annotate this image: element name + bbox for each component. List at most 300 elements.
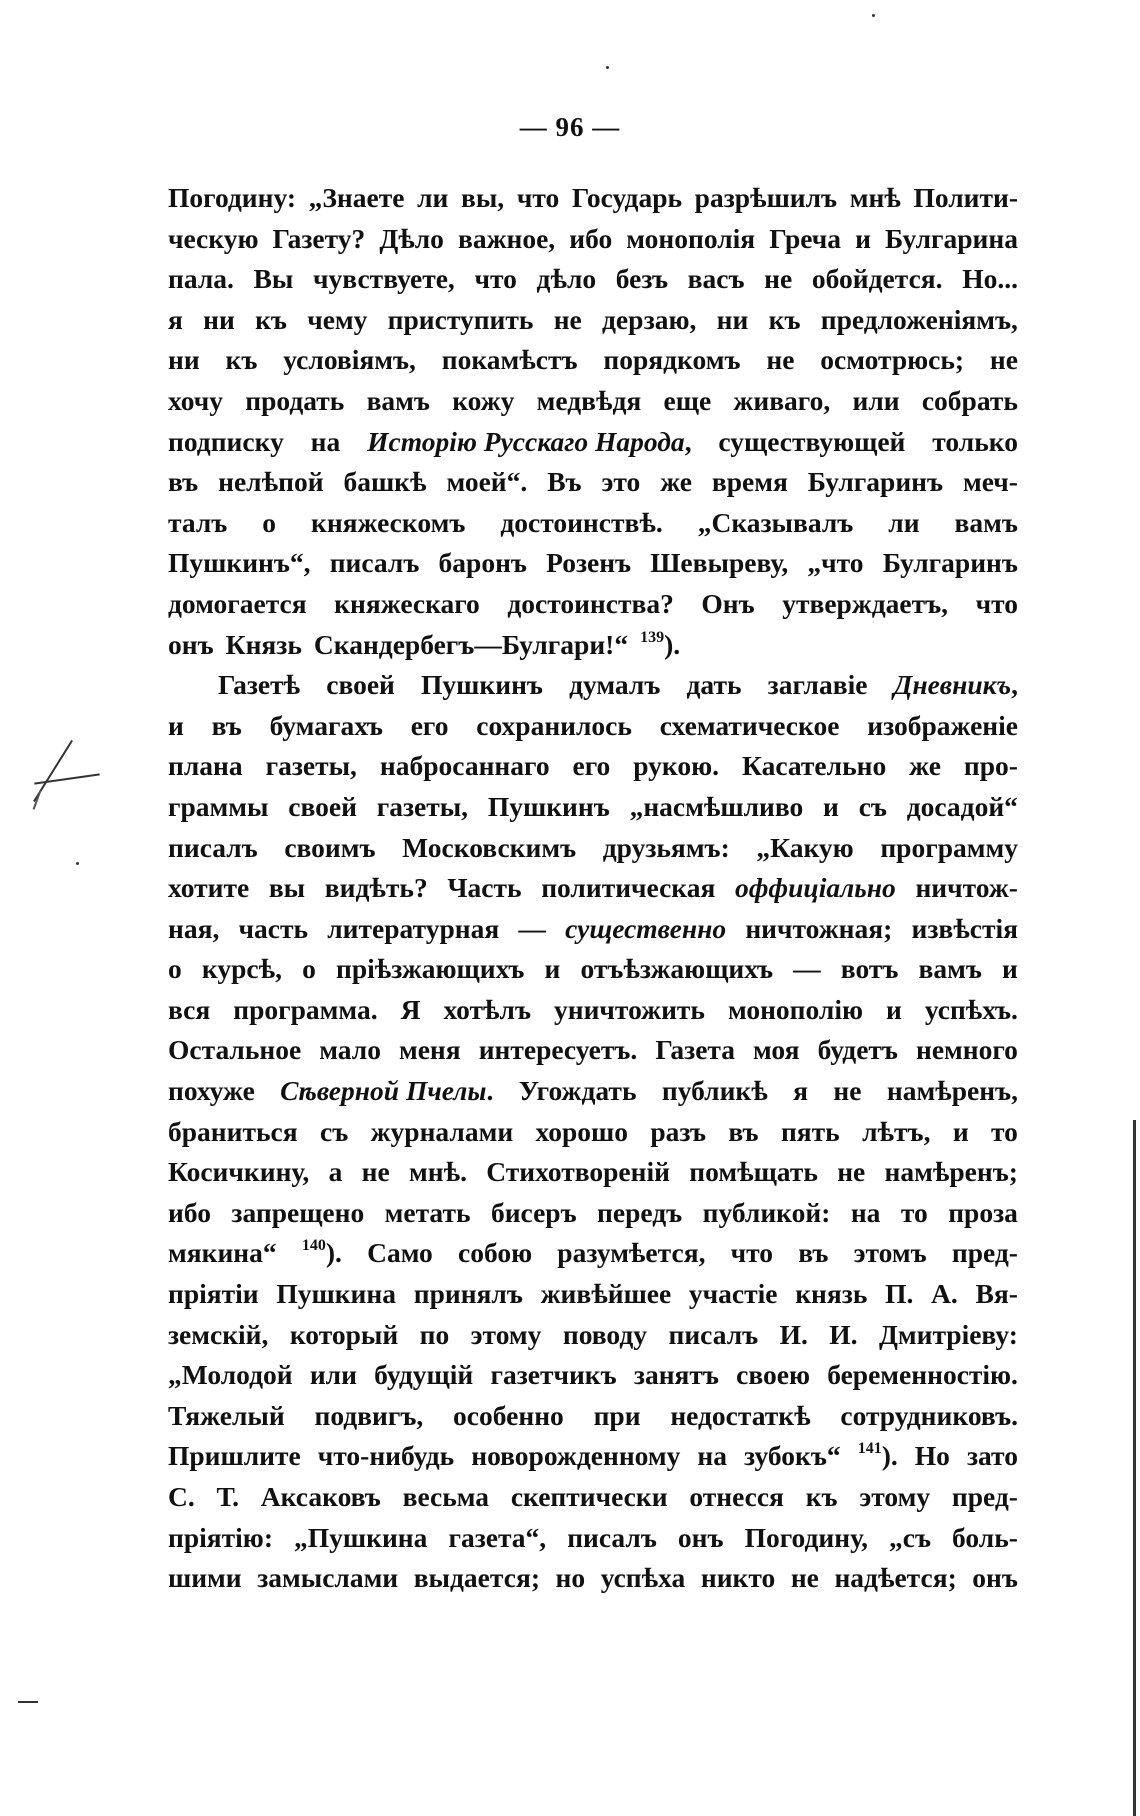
word: Онъ bbox=[701, 587, 755, 619]
word: друзьямъ: bbox=[602, 831, 730, 863]
word: запрещено bbox=[231, 1196, 365, 1228]
word: Погодину, bbox=[744, 1521, 868, 1553]
word: разъ bbox=[650, 1115, 707, 1147]
word: Но bbox=[914, 1440, 950, 1472]
word: никто bbox=[700, 1562, 776, 1594]
word: князь bbox=[795, 1278, 868, 1310]
text-line bbox=[168, 1477, 1018, 1518]
word: мякина“ bbox=[168, 1237, 277, 1269]
word: Стихотвореній bbox=[486, 1156, 670, 1188]
word: Остальное bbox=[168, 1034, 302, 1066]
word: „насмѣшливо bbox=[629, 790, 804, 822]
word: боль- bbox=[952, 1521, 1018, 1553]
word: же bbox=[660, 466, 692, 498]
word: Пушкинъ bbox=[421, 669, 543, 701]
word: сохранилось bbox=[476, 709, 632, 741]
word: собою bbox=[458, 1237, 533, 1269]
body-text bbox=[168, 178, 1018, 1599]
word: Греча bbox=[769, 222, 842, 254]
word: ибо bbox=[569, 222, 613, 254]
word: Дневникъ, bbox=[893, 669, 1018, 701]
word: къ bbox=[768, 303, 801, 335]
word: не bbox=[361, 1156, 390, 1188]
word: метать bbox=[384, 1196, 471, 1228]
word: интересуетъ. bbox=[478, 1034, 638, 1066]
word: васъ bbox=[687, 263, 745, 295]
word: утверждаетъ, bbox=[782, 587, 949, 619]
text-line bbox=[168, 503, 1018, 544]
word: Само bbox=[367, 1237, 433, 1269]
word: передъ bbox=[597, 1196, 683, 1228]
word: недостаткѣ bbox=[670, 1399, 811, 1431]
word: Исторію Русскаго Народа, bbox=[367, 425, 692, 457]
word: княжескаго bbox=[334, 587, 480, 619]
word: земскій, bbox=[168, 1318, 269, 1350]
word: чему bbox=[307, 303, 368, 335]
word: подписку bbox=[168, 425, 284, 457]
word: не bbox=[790, 1562, 819, 1594]
word: Пушкинъ bbox=[487, 790, 610, 822]
word: особенно bbox=[453, 1399, 564, 1431]
word: на bbox=[697, 1440, 728, 1472]
word: писалъ bbox=[168, 831, 258, 863]
word: „Молодой bbox=[168, 1359, 293, 1391]
word: Газету? bbox=[272, 222, 366, 254]
word: пріѣзжающихъ bbox=[336, 953, 525, 985]
text-line bbox=[168, 1396, 1018, 1437]
word: газетчикъ bbox=[490, 1359, 617, 1391]
word: Сѣверной Пчелы. bbox=[280, 1075, 494, 1107]
word: не bbox=[833, 1075, 862, 1107]
word: еще bbox=[663, 384, 712, 416]
word: къ bbox=[805, 1481, 838, 1512]
word: ческую bbox=[168, 222, 259, 254]
word: рукою. bbox=[633, 750, 720, 782]
word: П. bbox=[885, 1278, 914, 1310]
word: Вя- bbox=[975, 1278, 1018, 1310]
word: Дмитріеву: bbox=[878, 1318, 1018, 1350]
text-line bbox=[168, 1071, 1018, 1112]
word: пять bbox=[780, 1115, 840, 1147]
word: надѣется; bbox=[834, 1562, 957, 1594]
word: вамъ bbox=[366, 384, 430, 416]
word: беременностію. bbox=[827, 1359, 1018, 1391]
text-line bbox=[168, 543, 1018, 584]
text-line bbox=[168, 1233, 1018, 1274]
word: Погодину: bbox=[168, 182, 297, 213]
word: публикѣ bbox=[661, 1075, 768, 1107]
word: и bbox=[544, 953, 561, 985]
word: дать bbox=[686, 669, 742, 701]
word: мнѣ bbox=[849, 182, 901, 213]
word: въ bbox=[728, 1115, 759, 1147]
word: браниться bbox=[168, 1115, 298, 1147]
word: же bbox=[909, 750, 941, 782]
word: Вы bbox=[253, 263, 294, 295]
word: и bbox=[168, 709, 184, 741]
scan-page-edge bbox=[1133, 1120, 1136, 1816]
word: „съ bbox=[889, 1521, 931, 1553]
word: кожу bbox=[452, 384, 515, 416]
word: живаго, bbox=[733, 384, 831, 416]
word: предложеніямъ, bbox=[820, 303, 1018, 335]
word: время bbox=[711, 466, 788, 498]
word: вамъ bbox=[954, 506, 1018, 538]
scan-speck bbox=[76, 862, 79, 865]
word: Но... bbox=[962, 263, 1018, 295]
word: при bbox=[593, 1399, 641, 1431]
word: Газета bbox=[655, 1034, 736, 1066]
word: и bbox=[1002, 953, 1018, 985]
word: Я bbox=[400, 993, 421, 1025]
word: замыслами bbox=[257, 1562, 399, 1594]
word: зато bbox=[966, 1440, 1018, 1472]
word: схематическое bbox=[659, 709, 840, 741]
word: писалъ bbox=[329, 547, 420, 579]
word: извѣстія bbox=[911, 912, 1018, 944]
word: успѣха bbox=[600, 1562, 686, 1594]
word: живѣйшее bbox=[540, 1278, 672, 1310]
word: граммы bbox=[168, 790, 269, 822]
word: часть bbox=[238, 912, 309, 944]
word: скептически bbox=[510, 1481, 668, 1512]
text-line bbox=[168, 1112, 1018, 1153]
text-line bbox=[168, 1274, 1018, 1315]
word: подвигъ, bbox=[314, 1399, 424, 1431]
word: вся bbox=[168, 993, 211, 1025]
word: вы, bbox=[460, 182, 505, 213]
word: этому bbox=[470, 1318, 542, 1350]
word: и bbox=[952, 1115, 969, 1147]
word: политическая bbox=[541, 872, 716, 904]
word: вы bbox=[268, 872, 306, 904]
word: талъ bbox=[168, 506, 228, 538]
word: ная, bbox=[168, 912, 220, 944]
text-line bbox=[168, 178, 1018, 219]
word: достоинствѣ. bbox=[500, 506, 663, 538]
word: меч- bbox=[962, 466, 1018, 498]
word: въ bbox=[798, 1237, 829, 1269]
word: Касательно bbox=[742, 750, 887, 782]
word: Булгаринъ bbox=[807, 466, 944, 498]
text-line bbox=[168, 868, 1018, 909]
word: княжескомъ bbox=[310, 506, 466, 538]
word: съ bbox=[858, 790, 887, 822]
word: и bbox=[823, 790, 839, 822]
word: достоинства? bbox=[507, 587, 674, 619]
word: хочу bbox=[168, 384, 223, 416]
word: отъѣзжающихъ bbox=[580, 953, 773, 985]
word: изображеніе bbox=[867, 709, 1018, 741]
word: отнесся bbox=[689, 1481, 784, 1512]
word: весьма bbox=[402, 1481, 490, 1512]
word: который bbox=[289, 1318, 399, 1350]
word: Дѣло bbox=[379, 222, 444, 254]
word: ничтож- bbox=[915, 872, 1018, 904]
word: о bbox=[262, 506, 277, 538]
word: лѣтъ, bbox=[862, 1115, 931, 1147]
text-line bbox=[168, 949, 1018, 990]
word: и bbox=[855, 222, 871, 254]
word: Князь bbox=[225, 628, 302, 660]
word: набросаннаго bbox=[379, 750, 550, 782]
word: писалъ bbox=[668, 1318, 759, 1350]
word: въ bbox=[211, 709, 242, 741]
word: продать bbox=[245, 384, 345, 416]
text-line bbox=[168, 706, 1018, 747]
word: „Знаете bbox=[308, 182, 405, 213]
word: плана bbox=[168, 750, 243, 782]
word: оффиціально bbox=[735, 872, 896, 904]
word: Газетѣ bbox=[218, 669, 301, 701]
word: Скандербегъ—Булгари!“ bbox=[313, 628, 629, 660]
word: выдается; bbox=[413, 1562, 540, 1594]
text-line bbox=[168, 422, 1018, 463]
word: Пушкина bbox=[276, 1278, 397, 1310]
word: онъ bbox=[677, 1521, 724, 1553]
word: его bbox=[410, 709, 449, 741]
word: Шевыреву, bbox=[650, 547, 789, 579]
word: я bbox=[168, 303, 183, 335]
word: пала. bbox=[168, 263, 234, 295]
word: его bbox=[572, 750, 611, 782]
word: — bbox=[793, 953, 821, 985]
text-line bbox=[168, 1558, 1018, 1599]
word: занятъ bbox=[633, 1359, 719, 1391]
word: своей bbox=[326, 669, 395, 701]
word: намѣренъ, bbox=[886, 1075, 1018, 1107]
word: хотѣлъ bbox=[443, 993, 531, 1025]
word: домогается bbox=[168, 587, 307, 619]
word: ни bbox=[168, 344, 200, 376]
word: участіе bbox=[688, 1278, 778, 1310]
word: своей bbox=[288, 790, 357, 822]
word: $^{140}$). bbox=[301, 1237, 342, 1269]
word: похуже bbox=[168, 1075, 255, 1107]
word: но bbox=[555, 1562, 586, 1594]
word: меня bbox=[398, 1034, 461, 1066]
word: это bbox=[601, 466, 641, 498]
word: не bbox=[837, 1156, 866, 1188]
word: „что bbox=[807, 547, 864, 579]
word: разрѣшилъ bbox=[694, 182, 838, 213]
word: Тяжелый bbox=[168, 1399, 285, 1431]
word: приступить bbox=[387, 303, 534, 335]
word: „Какую bbox=[756, 831, 854, 863]
word: Розенъ bbox=[546, 547, 632, 579]
word: существенно bbox=[565, 912, 727, 944]
word: Государь bbox=[571, 182, 683, 213]
word: газета“, bbox=[448, 1521, 547, 1553]
word: то bbox=[900, 1196, 928, 1228]
word: программа. bbox=[233, 993, 378, 1025]
word: разумѣется, bbox=[557, 1237, 706, 1269]
text-line bbox=[168, 990, 1018, 1031]
word: о bbox=[168, 953, 182, 985]
word: Угождать bbox=[518, 1075, 637, 1107]
word: нелѣпой bbox=[218, 466, 324, 498]
word: не bbox=[989, 344, 1018, 376]
text-line bbox=[168, 625, 1018, 666]
word: хотите bbox=[168, 872, 250, 904]
word: по bbox=[419, 1318, 450, 1350]
word: порядкомъ bbox=[603, 344, 741, 376]
word: зубокъ“ bbox=[744, 1440, 841, 1472]
word: газеты, bbox=[376, 790, 469, 822]
word: что bbox=[516, 182, 560, 213]
page-number: — 96 — bbox=[519, 112, 621, 142]
text-line bbox=[168, 1518, 1018, 1559]
scan-speck bbox=[872, 14, 875, 17]
word: то bbox=[991, 1115, 1018, 1147]
word: своею bbox=[736, 1359, 811, 1391]
word: дерзаю, bbox=[601, 303, 697, 335]
word: въ bbox=[168, 466, 199, 498]
word: существующей bbox=[718, 425, 906, 457]
word: медвѣдя bbox=[536, 384, 642, 416]
word: Косичкину, bbox=[168, 1156, 310, 1188]
word: не bbox=[553, 303, 582, 335]
word: пріятію: bbox=[168, 1521, 273, 1553]
text-line bbox=[168, 381, 1018, 422]
text-line bbox=[168, 462, 1018, 503]
text-line bbox=[168, 259, 1018, 300]
word: газеты, bbox=[265, 750, 357, 782]
word: монополію bbox=[727, 993, 863, 1025]
word: И. bbox=[829, 1318, 858, 1350]
word: моя bbox=[753, 1034, 800, 1066]
word: я bbox=[793, 1075, 809, 1107]
margin-dash-mark bbox=[18, 1701, 38, 1703]
text-line bbox=[168, 300, 1018, 341]
word: собрать bbox=[921, 384, 1018, 416]
word: о bbox=[302, 953, 316, 985]
word: пріятіи bbox=[168, 1278, 259, 1310]
word: или bbox=[309, 1359, 357, 1391]
word: „Сказывалъ bbox=[697, 506, 854, 538]
word: И. bbox=[779, 1318, 808, 1350]
word: онъ bbox=[168, 628, 214, 660]
word: осмотрюсь; bbox=[820, 344, 965, 376]
word: этомъ bbox=[853, 1237, 927, 1269]
text-line bbox=[168, 584, 1018, 625]
word: пред- bbox=[951, 1237, 1018, 1269]
word: — bbox=[518, 912, 546, 944]
text-line bbox=[168, 1030, 1018, 1071]
text-line bbox=[168, 665, 1018, 706]
word: безъ bbox=[615, 263, 668, 295]
word: вамъ bbox=[918, 953, 982, 985]
text-line bbox=[168, 340, 1018, 381]
word: шими bbox=[168, 1562, 242, 1594]
word: сотрудниковъ. bbox=[840, 1399, 1018, 1431]
word: съ bbox=[319, 1115, 349, 1147]
word: чувствуете, bbox=[313, 263, 455, 295]
word: программу bbox=[880, 831, 1018, 863]
word: ни bbox=[716, 303, 749, 335]
text-line bbox=[168, 1193, 1018, 1234]
word: онъ bbox=[972, 1562, 1018, 1594]
text-line bbox=[168, 787, 1018, 828]
word: дѣло bbox=[536, 263, 597, 295]
text-line bbox=[168, 828, 1018, 869]
word: этому bbox=[859, 1481, 931, 1512]
word: а bbox=[328, 1156, 343, 1188]
word: Булгаринъ bbox=[882, 547, 1018, 579]
text-line bbox=[168, 746, 1018, 787]
text-line bbox=[168, 1436, 1018, 1477]
word: что bbox=[730, 1237, 774, 1269]
text-line bbox=[168, 1152, 1018, 1193]
word: или bbox=[852, 384, 900, 416]
word: курсѣ, bbox=[201, 953, 282, 985]
word: своимъ bbox=[284, 831, 376, 863]
word: помѣщать bbox=[689, 1156, 818, 1188]
text-line bbox=[168, 909, 1018, 950]
word: что-нибудь bbox=[317, 1440, 455, 1472]
word: Полити- bbox=[913, 182, 1018, 213]
word: принялъ bbox=[413, 1278, 523, 1310]
word: Булгарина bbox=[885, 222, 1018, 254]
word: журналами bbox=[370, 1115, 514, 1147]
word: ни bbox=[203, 303, 235, 335]
word: $^{141}$). bbox=[857, 1440, 898, 1472]
word: на bbox=[310, 425, 341, 457]
word: С. bbox=[168, 1481, 195, 1512]
word: заглавіе bbox=[767, 669, 868, 701]
word: обойдется. bbox=[811, 263, 943, 295]
word: Т. bbox=[216, 1481, 239, 1512]
word: важное, bbox=[457, 222, 556, 254]
word: пред- bbox=[951, 1481, 1018, 1512]
word: не bbox=[764, 263, 793, 295]
word: хорошо bbox=[535, 1115, 628, 1147]
word: башкѣ bbox=[343, 466, 427, 498]
word: публикой: bbox=[702, 1196, 831, 1228]
word: успѣхъ. bbox=[924, 993, 1018, 1025]
word: будетъ bbox=[817, 1034, 898, 1066]
scan-speck bbox=[606, 66, 609, 69]
word: только bbox=[932, 425, 1018, 457]
word: что bbox=[975, 587, 1018, 619]
word: мнѣ. bbox=[409, 1156, 467, 1188]
word: Пришлите bbox=[168, 1440, 301, 1472]
word: „Пушкина bbox=[294, 1521, 428, 1553]
word: ибо bbox=[168, 1196, 211, 1228]
word: Часть bbox=[447, 872, 522, 904]
word: немного bbox=[915, 1034, 1018, 1066]
word: думалъ bbox=[569, 669, 661, 701]
word: намѣренъ; bbox=[884, 1156, 1018, 1188]
word: Въ bbox=[547, 466, 582, 498]
word: и bbox=[885, 993, 902, 1025]
word: досадой“ bbox=[906, 790, 1018, 822]
word: поводу bbox=[562, 1318, 648, 1350]
word: видѣть? bbox=[324, 872, 428, 904]
word: $^{139}$). bbox=[640, 628, 681, 660]
word: уничтожить bbox=[553, 993, 705, 1025]
word: къ bbox=[255, 303, 287, 335]
text-line bbox=[168, 219, 1018, 260]
word: будущій bbox=[374, 1359, 474, 1391]
word: бисеръ bbox=[490, 1196, 577, 1228]
word: бумагахъ bbox=[269, 709, 383, 741]
word: къ bbox=[225, 344, 258, 376]
word: литературная bbox=[327, 912, 500, 944]
word: проза bbox=[948, 1196, 1018, 1228]
word: на bbox=[850, 1196, 881, 1228]
word: моей“. bbox=[446, 466, 528, 498]
